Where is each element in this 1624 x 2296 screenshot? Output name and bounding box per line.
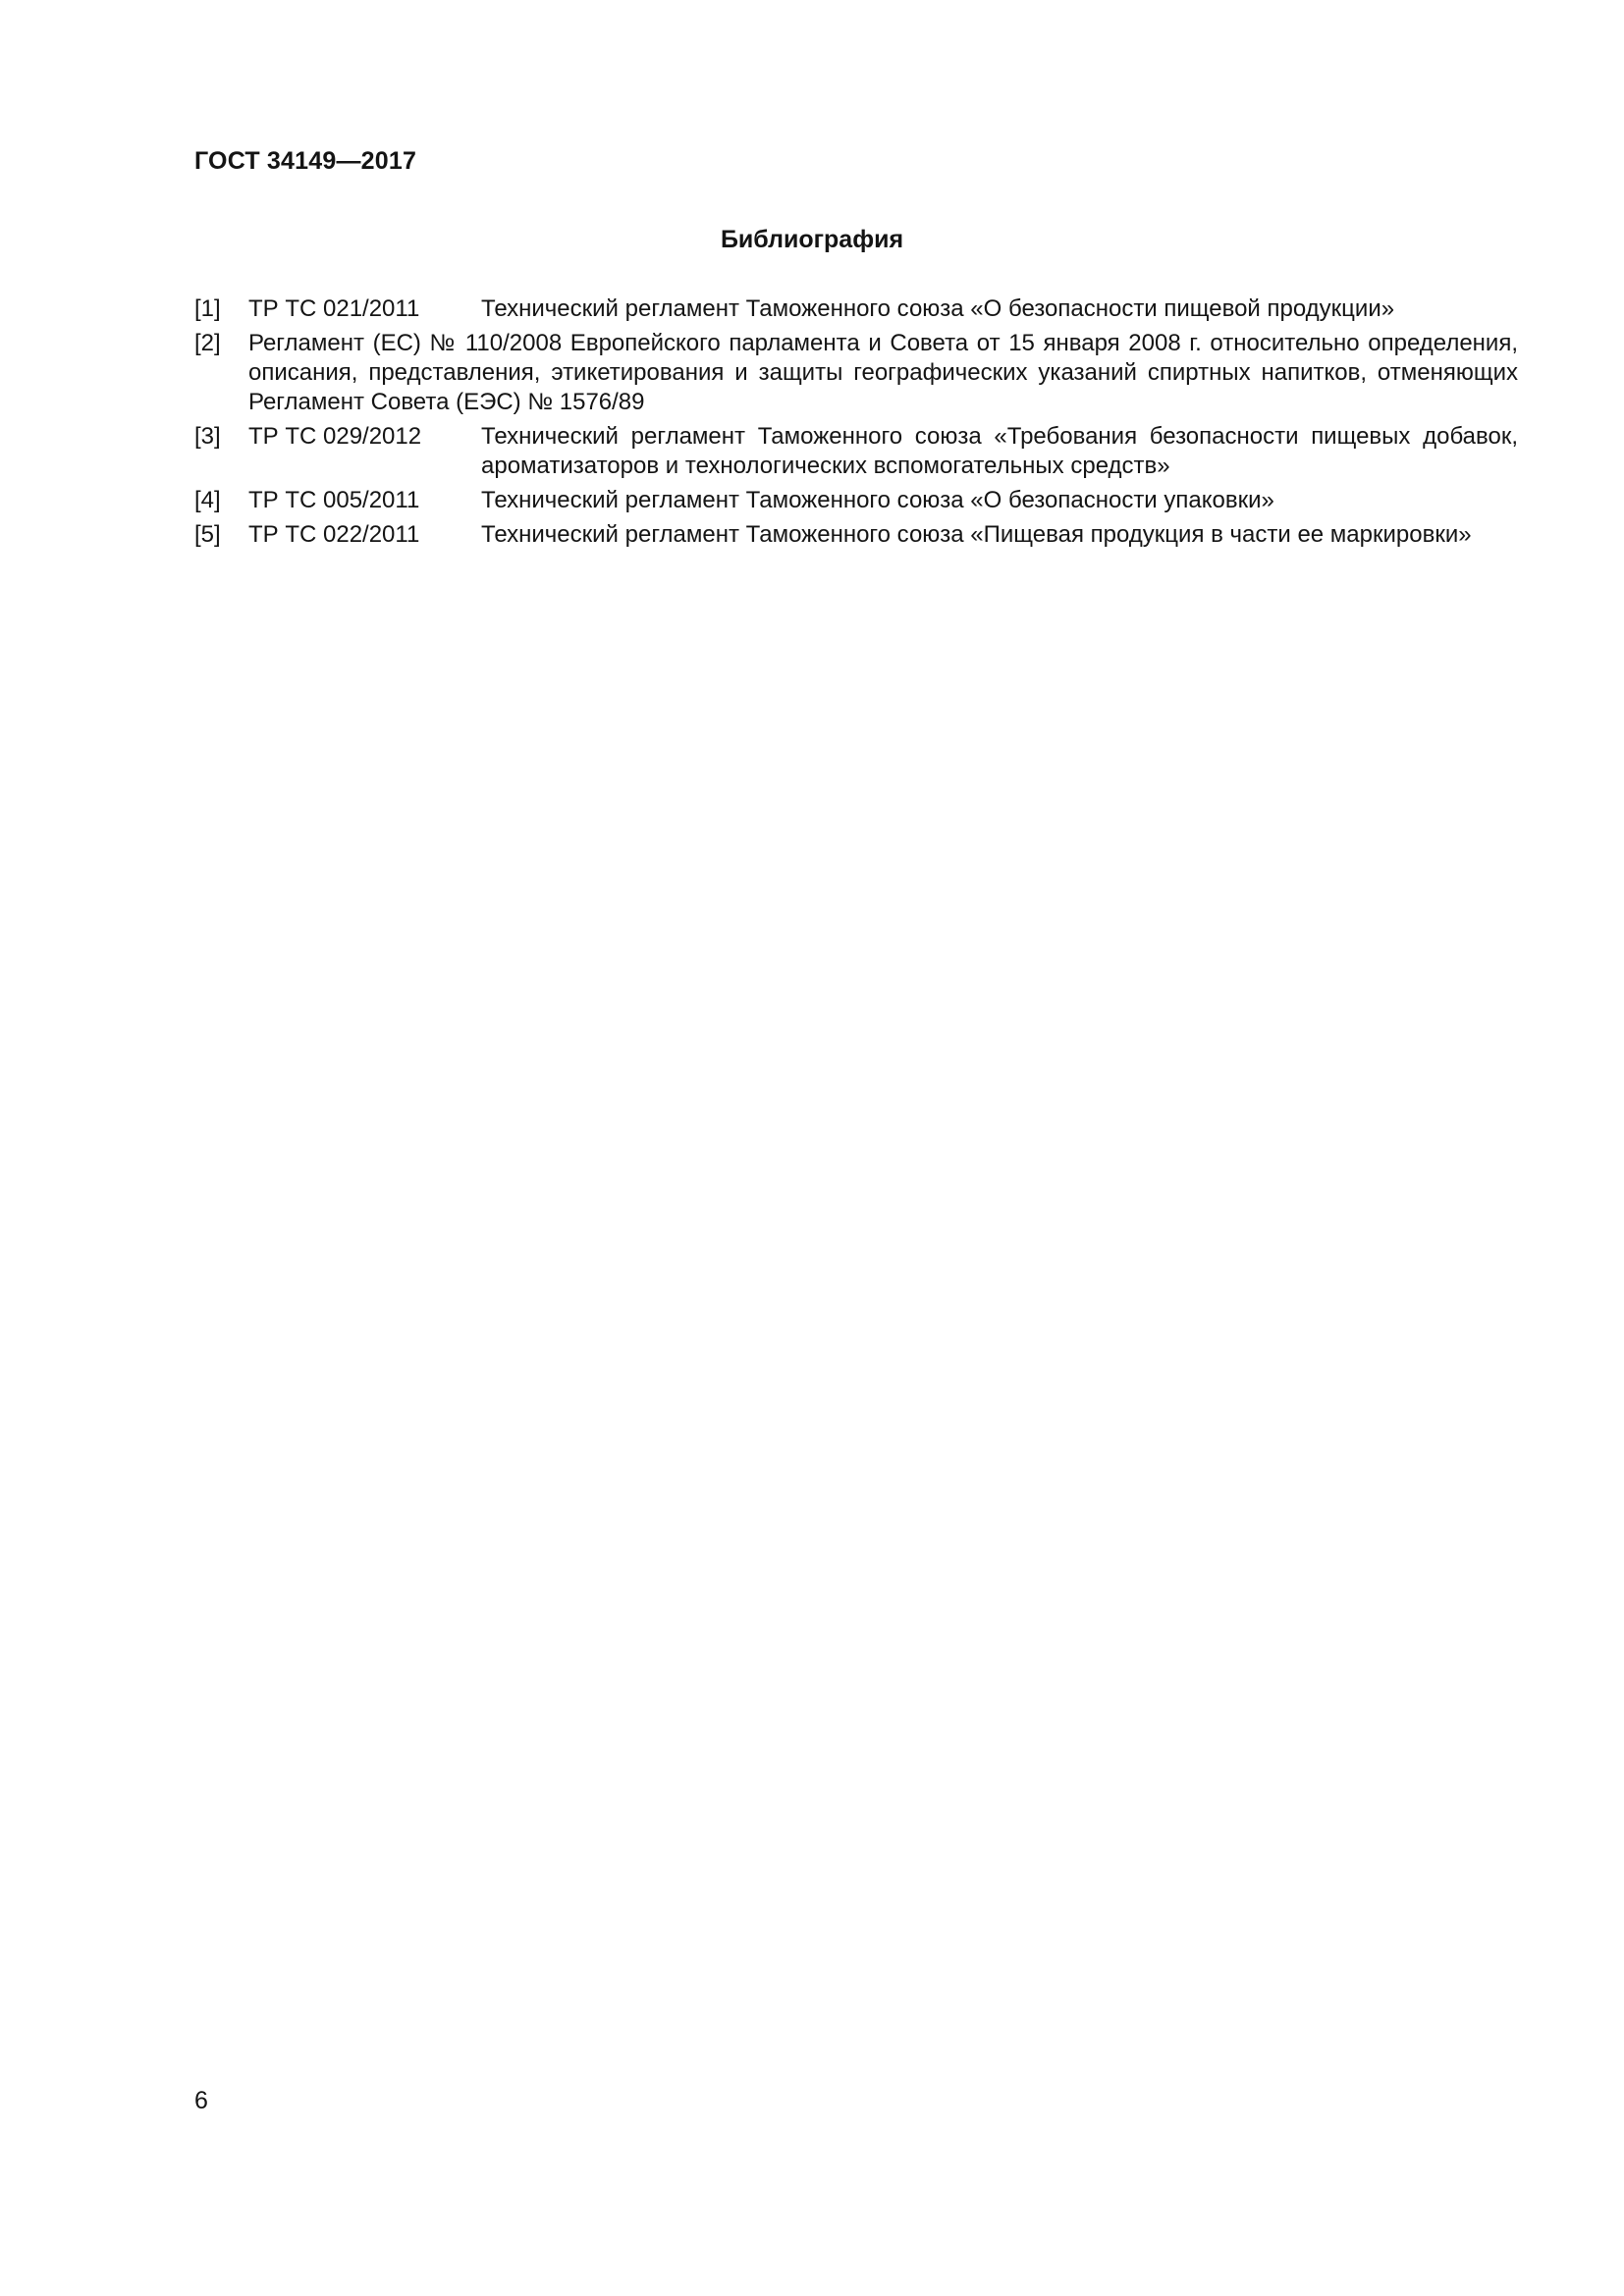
bibliography-code: ТР ТС 021/2011: [248, 295, 420, 322]
bibliography-number: [3]: [194, 423, 221, 450]
bibliography-item: [194, 422, 1518, 481]
bibliography-item: [194, 520, 1518, 550]
bibliography-number: [1]: [194, 295, 221, 322]
bibliography-item: [194, 486, 1518, 515]
bibliography-code: ТР ТС 005/2011: [248, 487, 420, 513]
bibliography-text: Технический регламент Таможенного союза «О безопасности пищевой продукции»: [481, 295, 1395, 322]
bibliography-list: [194, 294, 1518, 555]
bibliography-code: ТР ТС 022/2011: [248, 521, 420, 548]
bibliography-text: Технический регламент Таможенного союза «Требования безопасности пищевых добавок, ароматизаторов и технологических вспомогательных средств»: [481, 423, 1518, 479]
bibliography-number: [5]: [194, 521, 221, 548]
bibliography-code: ТР ТС 029/2012: [248, 423, 422, 450]
document-code: ГОСТ 34149—2017: [194, 147, 417, 175]
bibliography-number: [2]: [194, 330, 221, 356]
bibliography-text: Технический регламент Таможенного союза «Пищевая продукция в части ее маркировки»: [481, 521, 1472, 548]
bibliography-text: Регламент (ЕС) № 110/2008 Европейского парламента и Совета от 15 января 2008 г. относительно определения, описания, представления, этикетирования и защиты географических указаний спиртных напитков, отменяющих Регламент Совета (ЕЭС) № 1576/89: [248, 330, 1518, 415]
bibliography-item: [194, 294, 1518, 324]
page-number: 6: [194, 2087, 208, 2114]
section-title: Библиография: [720, 226, 904, 253]
bibliography-text: Технический регламент Таможенного союза «О безопасности упаковки»: [481, 487, 1274, 513]
bibliography-number: [4]: [194, 487, 221, 513]
bibliography-item: [194, 329, 1518, 417]
